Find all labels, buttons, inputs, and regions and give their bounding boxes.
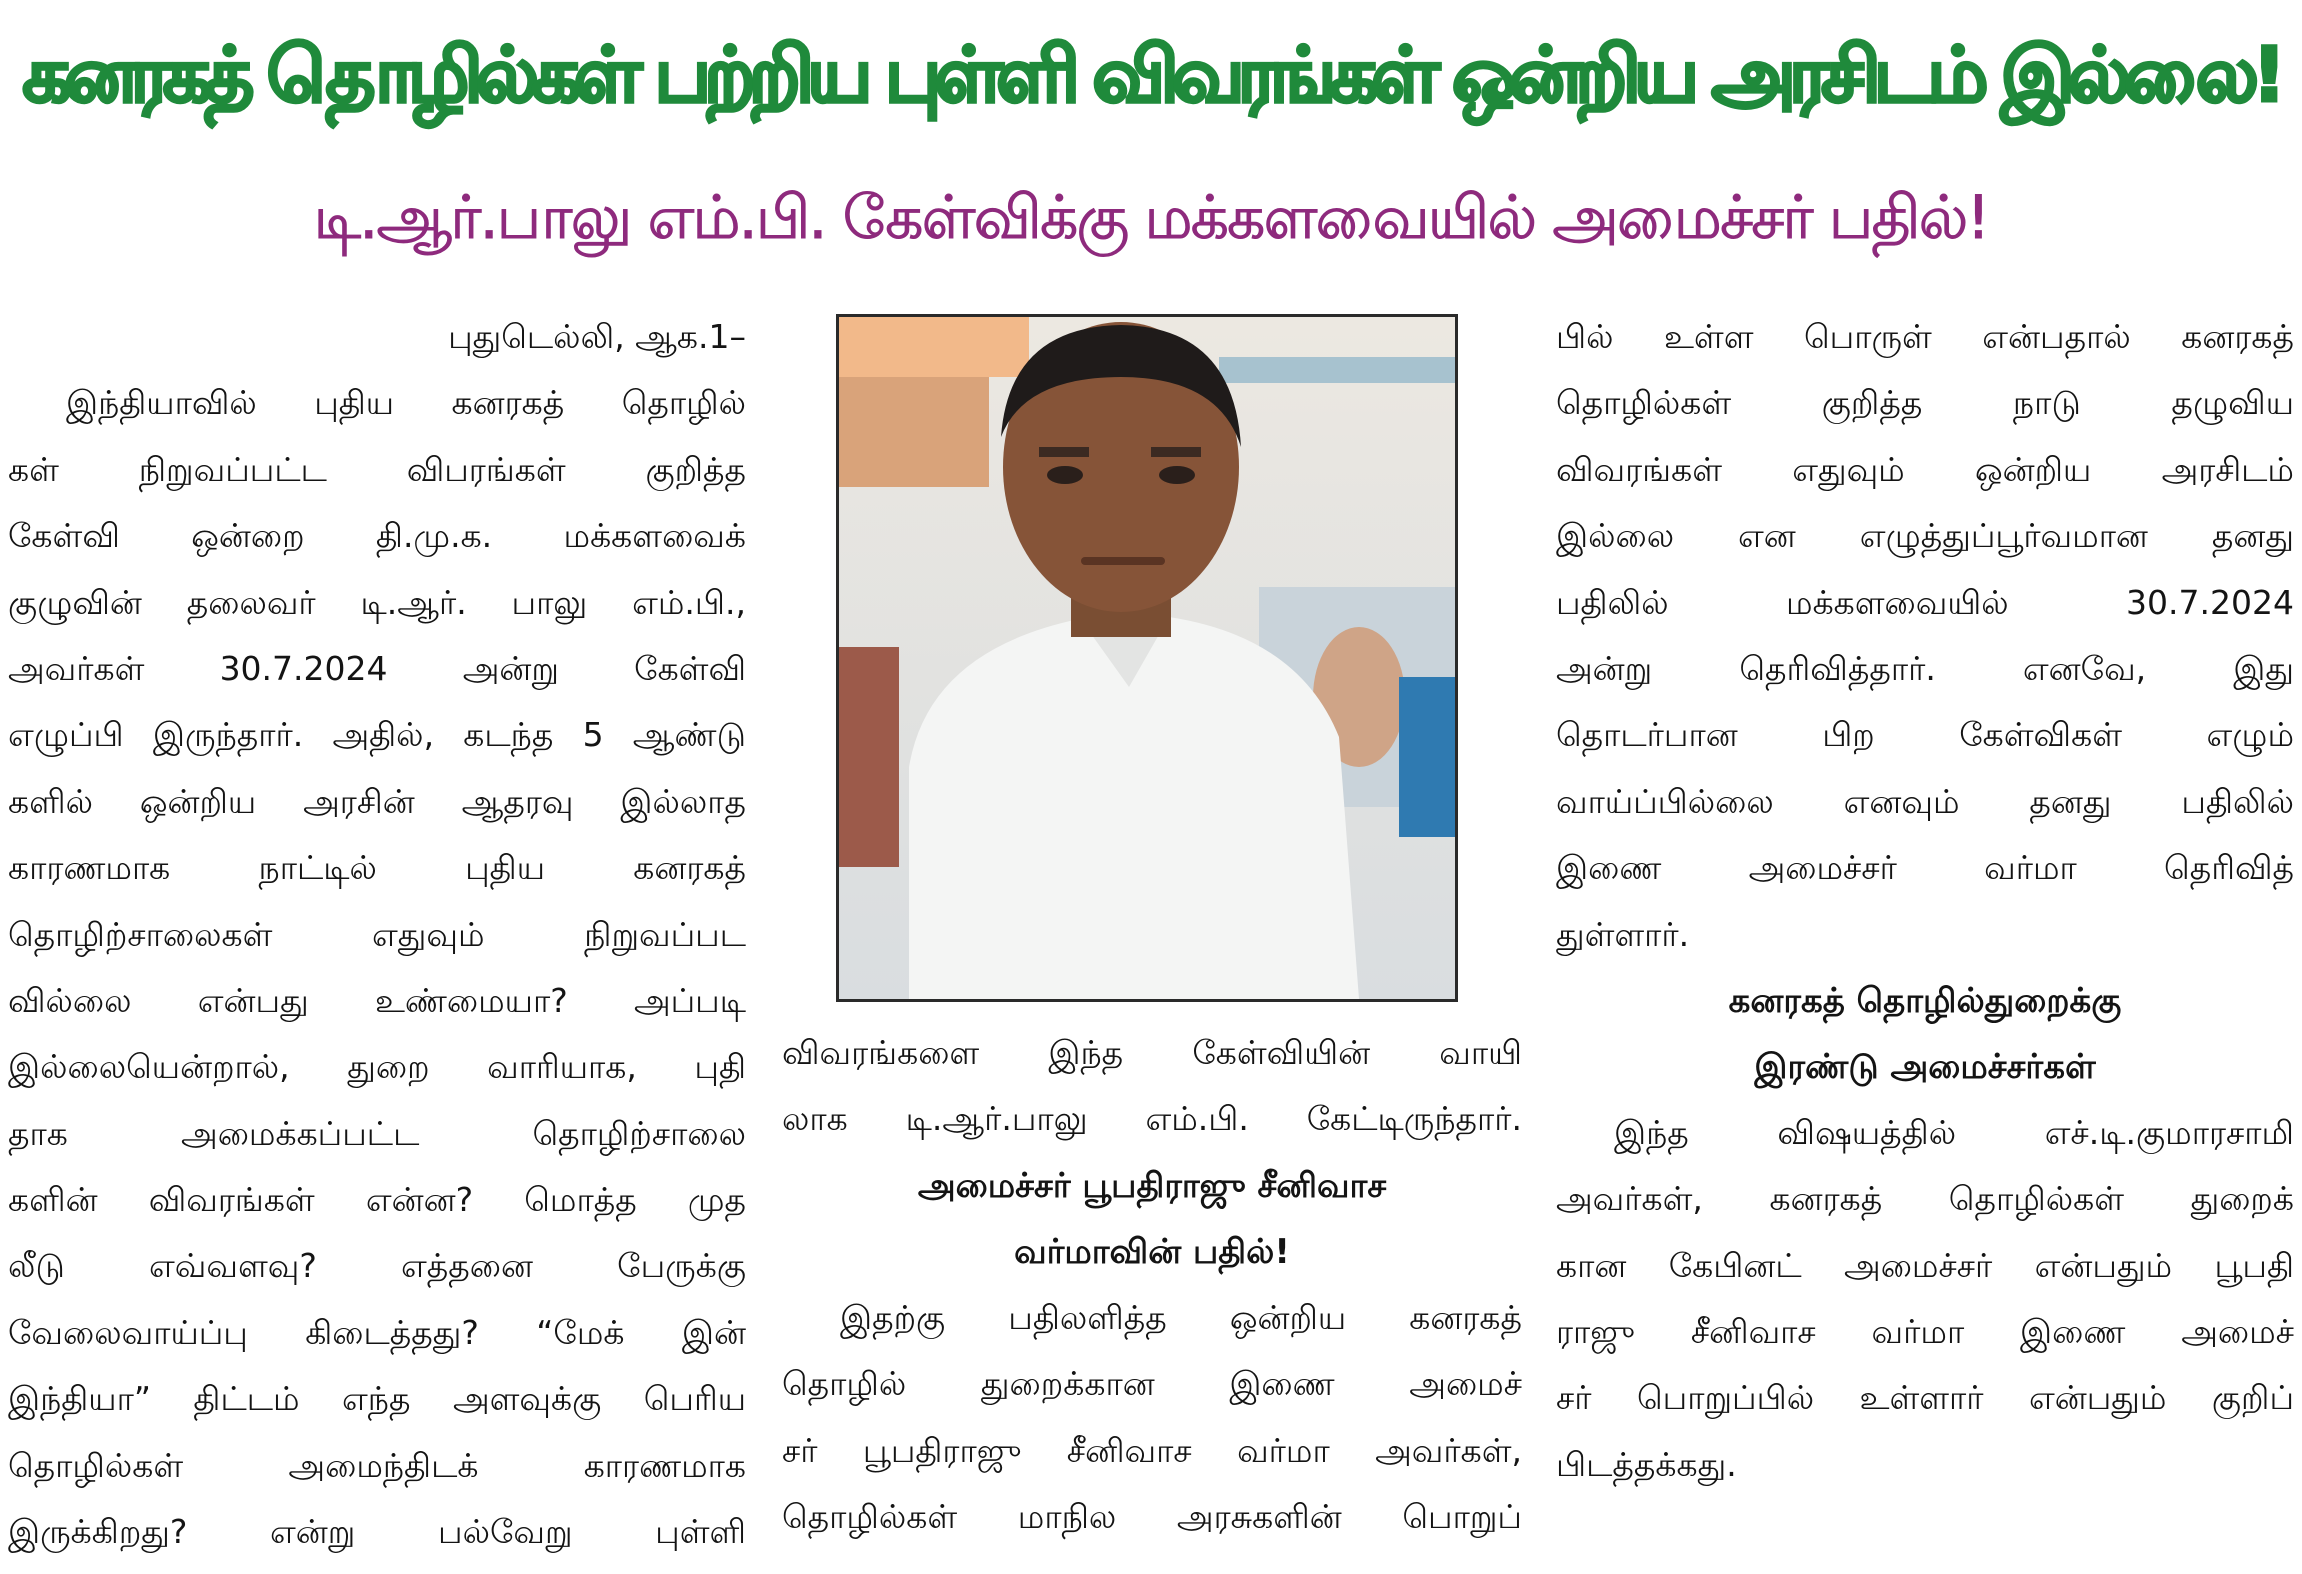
body-line: இந்த விஷயத்தில் எச்.டி.குமாரசாமி [1614, 1112, 2294, 1152]
body-line: தொடர்பான பிற கேள்விகள் எழும் [1556, 715, 2294, 755]
body-line: விவரங்கள் எதுவும் ஒன்றிய அரசிடம் [1556, 449, 2294, 489]
body-line: தொழிற்சாலைகள் எதுவும் நிறுவப்பட [8, 914, 746, 954]
dateline: புதுடெல்லி, ஆக.1– [448, 317, 746, 356]
body-line: காரணமாக நாட்டில் புதிய கனரகத் [8, 848, 746, 888]
body-line: அவர்கள், கனரகத் தொழில்கள் துறைக் [1556, 1179, 2294, 1219]
body-line: பிடத்தக்கது. [1556, 1444, 1737, 1484]
body-line: இந்தியாவில் புதிய கனரகத் தொழில் [66, 383, 746, 423]
portrait-illustration [839, 317, 1455, 999]
body-line: வேலைவாய்ப்பு கிடைத்தது? “மேக் இன் [8, 1312, 746, 1352]
body-line: சர் பொறுப்பில் உள்ளார் என்பதும் குறிப் [1556, 1378, 2294, 1418]
portrait-photo [836, 314, 1458, 1002]
body-line: இல்லை என எழுத்துப்பூர்வமான தனது [1556, 516, 2294, 556]
article-column-1 [8, 304, 746, 1565]
section-subhead: கனரகத் தொழில்துறைக்கு [1728, 980, 2122, 1021]
body-line: விவரங்களை இந்த கேள்வியின் வாயி [782, 1033, 1522, 1072]
body-line: தாக அமைக்கப்பட்ட தொழிற்சாலை [8, 1113, 746, 1153]
body-line: தொழில்கள் அமைந்திடக் காரணமாக [8, 1445, 746, 1485]
body-line: தொழில்கள் மாநில அரசுகளின் பொறுப் [782, 1496, 1522, 1536]
section-subhead: அமைச்சர் பூபதிராஜு சீனிவாச [917, 1165, 1387, 1206]
body-line: தொழில் துறைக்கான இணை அமைச் [782, 1364, 1522, 1404]
body-line: கள் நிறுவப்பட்ட விபரங்கள் குறித்த [8, 449, 746, 489]
body-line: குழுவின் தலைவர் டி.ஆர். பாலு எம்.பி., [8, 582, 746, 622]
body-line: இல்லையென்றால், துறை வாரியாக, புதி [8, 1047, 746, 1087]
body-line: இருக்கிறது? என்று பல்வேறு புள்ளி [8, 1512, 746, 1552]
body-line: ராஜு சீனிவாச வர்மா இணை அமைச் [1556, 1312, 2294, 1352]
body-line: துள்ளார். [1556, 914, 1690, 954]
body-line: வாய்ப்பில்லை எனவும் தனது பதிலில் [1556, 781, 2294, 821]
body-line: பதிலில் மக்களவையில் 30.7.2024 [1556, 582, 2294, 622]
body-line: லாக டி.ஆர்.பாலு எம்.பி. கேட்டிருந்தார். [782, 1099, 1522, 1139]
body-line: இதற்கு பதிலளித்த ஒன்றிய கனரகத் [840, 1297, 1522, 1337]
body-line: எழுப்பி இருந்தார். அதில், கடந்த 5 ஆண்டு [8, 715, 746, 755]
body-line: களில் ஒன்றிய அரசின் ஆதரவு இல்லாத [8, 781, 746, 821]
body-line: களின் விவரங்கள் என்ன? மொத்த முத [8, 1180, 746, 1220]
body-line: சர் பூபதிராஜு சீனிவாச வர்மா அவர்கள், [782, 1430, 1522, 1470]
section-subhead: வர்மாவின் பதில்! [1014, 1231, 1290, 1272]
headline: கனரகத் தொழில்கள் பற்றிய புள்ளி விவரங்கள் ஒன்றிய அரசிடம் இல்லை! [22, 30, 2280, 119]
article-column-3 [1556, 304, 2294, 1498]
body-line: அவர்கள் 30.7.2024 அன்று கேள்வி [8, 648, 746, 688]
body-line: இந்தியா” திட்டம் எந்த அளவுக்கு பெரிய [8, 1379, 746, 1419]
body-line: கேள்வி ஒன்றை தி.மு.க. மக்களவைக் [8, 516, 746, 556]
body-line: பில் உள்ள பொருள் என்பதால் கனரகத் [1556, 317, 2294, 356]
section-subhead: இரண்டு அமைச்சர்கள் [1754, 1046, 2096, 1087]
body-line: தொழில்கள் குறித்த நாடு தழுவிய [1556, 383, 2294, 423]
body-line: லீடு எவ்வளவு? எத்தனை பேருக்கு [8, 1246, 746, 1286]
body-line: வில்லை என்பது உண்மையா? அப்படி [8, 980, 746, 1020]
body-line: அன்று தெரிவித்தார். எனவே, இது [1556, 648, 2294, 688]
body-line: கான கேபினட் அமைச்சர் என்பதும் பூபதி [1556, 1245, 2294, 1285]
subheadline: டி.ஆர்.பாலு எம்.பி. கேள்விக்கு மக்களவையில் அமைச்சர் பதில்! [313, 183, 1989, 253]
body-line: இணை அமைச்சர் வர்மா தெரிவித் [1556, 848, 2294, 888]
article-column-2 [782, 1020, 1522, 1550]
